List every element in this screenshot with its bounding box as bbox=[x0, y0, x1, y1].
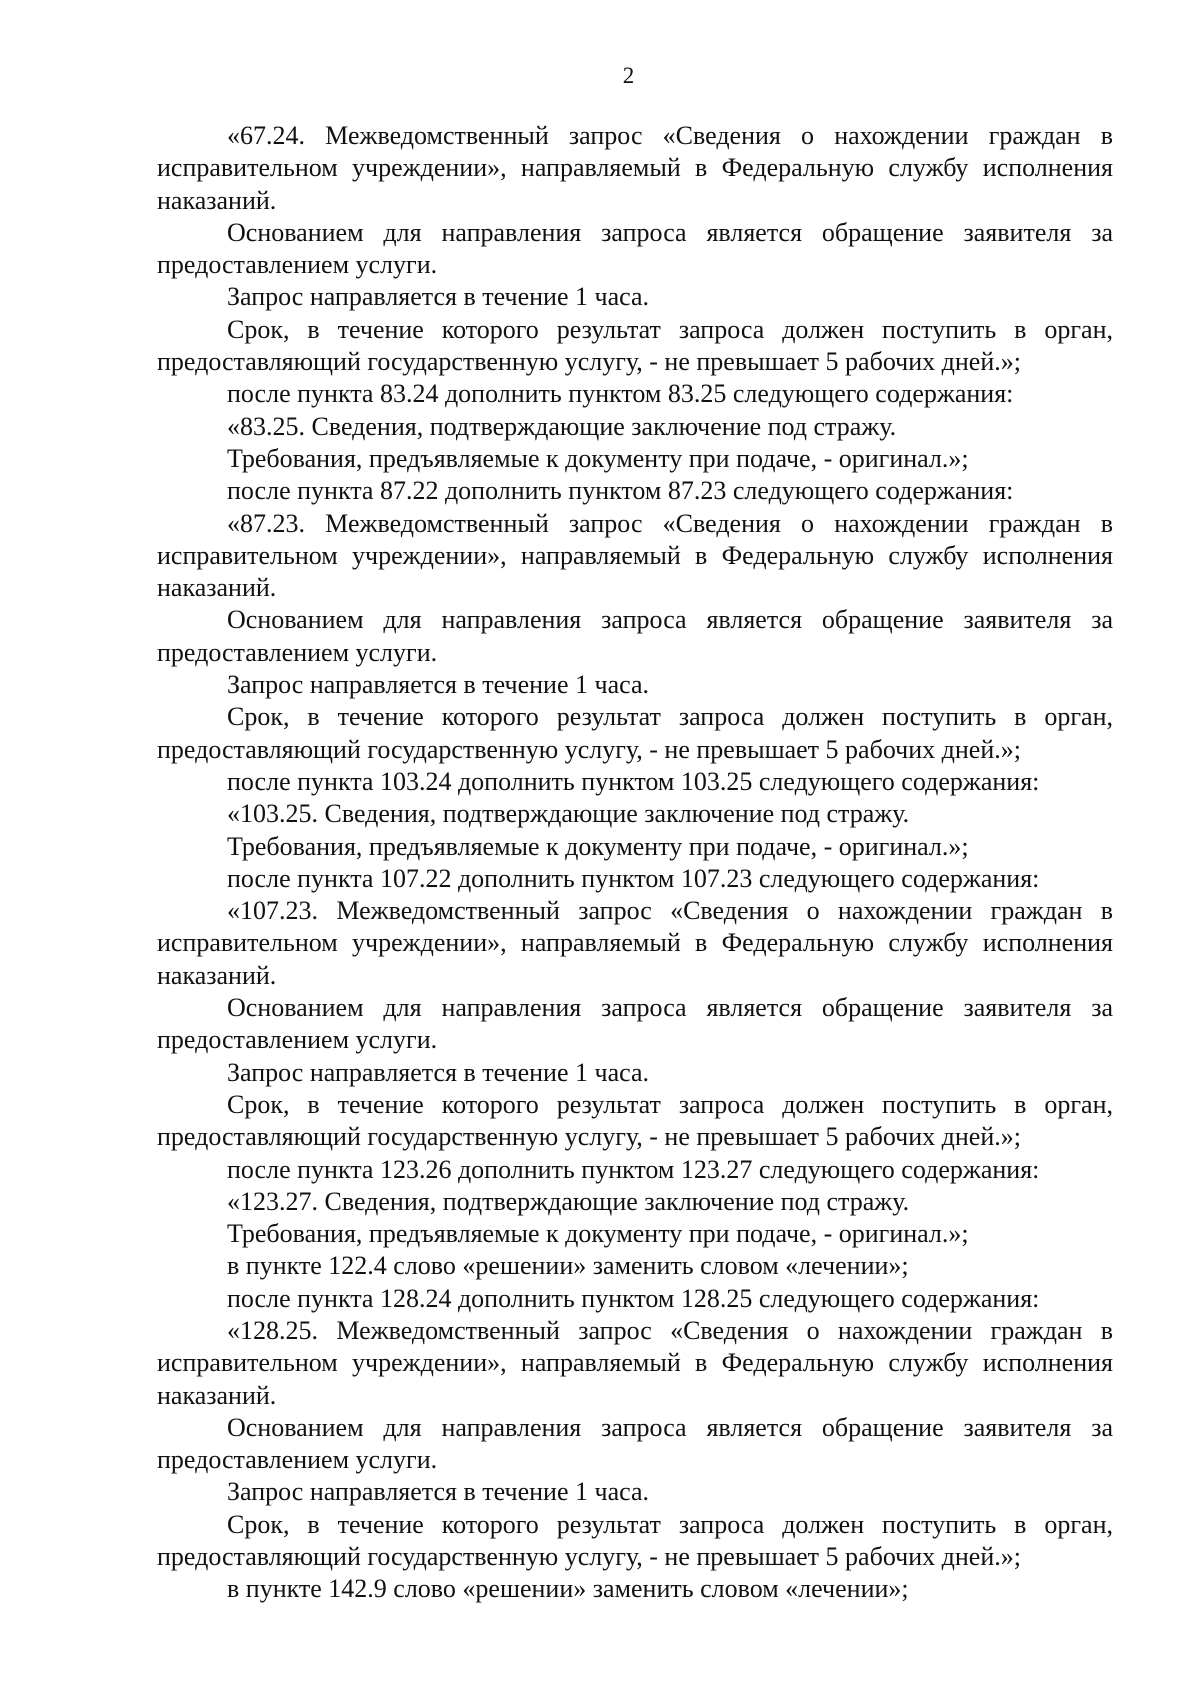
paragraph-deadline: Срок, в течение которого результат запроса должен поступить в орган, предоставляющий государственную услугу, - не превышает 5 рабочих дней.»; bbox=[157, 314, 1113, 377]
paragraph-107-23-request: «107.23. Межведомственный запрос «Сведения о нахождении граждан в исправительном учреждении», направляемый в Федеральную службу исполнения наказаний. bbox=[157, 896, 1113, 990]
paragraph-deadline: Срок, в течение которого результат запроса должен поступить в орган, предоставляющий государственную услугу, - не превышает 5 рабочих дней.»; bbox=[157, 702, 1113, 764]
paragraph-request-time: Запрос направляется в течение 1 часа. bbox=[227, 282, 650, 312]
paragraph-deadline: Срок, в течение которого результат запроса должен поступить в орган, предоставляющий государственную услугу, - не превышает 5 рабочих дней.»; bbox=[157, 1089, 1113, 1152]
paragraph-128-25-request: «128.25. Межведомственный запрос «Сведения о нахождении граждан в исправительном учреждении», направляемый в Федеральную службу исполнения наказаний. bbox=[157, 1315, 1113, 1410]
paragraph-deadline: Срок, в течение которого результат запроса должен поступить в орган, предоставляющий государственную услугу, - не превышает 5 рабочих дней.»; bbox=[157, 1509, 1113, 1572]
paragraph-basis: Основанием для направления запроса является обращение заявителя за предоставлением услуги. bbox=[157, 1412, 1113, 1475]
page-number: 2 bbox=[622, 63, 635, 88]
paragraph-amend-103: после пункта 103.24 дополнить пунктом 103.25 следующего содержания: bbox=[227, 766, 1040, 796]
paragraph-amend-83: после пункта 83.24 дополнить пунктом 83.25 следующего содержания: bbox=[227, 379, 1014, 409]
paragraph-amend-123: после пункта 123.26 дополнить пунктом 123.27 следующего содержания: bbox=[227, 1154, 1040, 1184]
paragraph-amend-122-4: в пункте 122.4 слово «решении» заменить словом «лечении»; bbox=[227, 1251, 909, 1281]
paragraph-basis: Основанием для направления запроса является обращение заявителя за предоставлением услуги. bbox=[157, 605, 1113, 667]
paragraph-request-time: Запрос направляется в течение 1 часа. bbox=[227, 1477, 650, 1507]
paragraph-requirements: Требования, предъявляемые к документу при подаче, - оригинал.»; bbox=[227, 831, 969, 861]
paragraph-amend-107: после пункта 107.22 дополнить пунктом 107.23 следующего содержания: bbox=[227, 863, 1040, 893]
paragraph-basis: Основанием для направления запроса является обращение заявителя за предоставлением услуги. bbox=[157, 217, 1113, 280]
paragraph-103-25: «103.25. Сведения, подтверждающие заключение под стражу. bbox=[227, 799, 910, 829]
paragraph-basis: Основанием для направления запроса является обращение заявителя за предоставлением услуги. bbox=[157, 993, 1113, 1055]
paragraph-request-time: Запрос направляется в течение 1 часа. bbox=[227, 670, 650, 700]
paragraph-requirements: Требования, предъявляемые к документу при подаче, - оригинал.»; bbox=[227, 443, 969, 473]
paragraph-request-time: Запрос направляется в течение 1 часа. bbox=[227, 1057, 650, 1087]
paragraph-123-27: «123.27. Сведения, подтверждающие заключение под стражу. bbox=[227, 1186, 910, 1216]
paragraph-amend-128: после пункта 128.24 дополнить пунктом 128.25 следующего содержания: bbox=[227, 1283, 1040, 1313]
document-body bbox=[157, 120, 1113, 1606]
paragraph-requirements: Требования, предъявляемые к документу при подаче, - оригинал.»; bbox=[227, 1219, 969, 1249]
paragraph-amend-87: после пункта 87.22 дополнить пунктом 87.23 следующего содержания: bbox=[227, 476, 1014, 506]
paragraph-87-23-request: «87.23. Межведомственный запрос «Сведения о нахождении граждан в исправительном учреждении», направляемый в Федеральную службу исполнения наказаний. bbox=[157, 508, 1113, 603]
paragraph-67-24-request: «67.24. Межведомственный запрос «Сведения о нахождении граждан в исправительном учреждении», направляемый в Федеральную службу исполнения наказаний. bbox=[157, 121, 1113, 215]
paragraph-amend-142-9: в пункте 142.9 слово «решении» заменить словом «лечении»; bbox=[227, 1574, 909, 1604]
paragraph-83-25: «83.25. Сведения, подтверждающие заключение под стражу. bbox=[227, 411, 897, 441]
